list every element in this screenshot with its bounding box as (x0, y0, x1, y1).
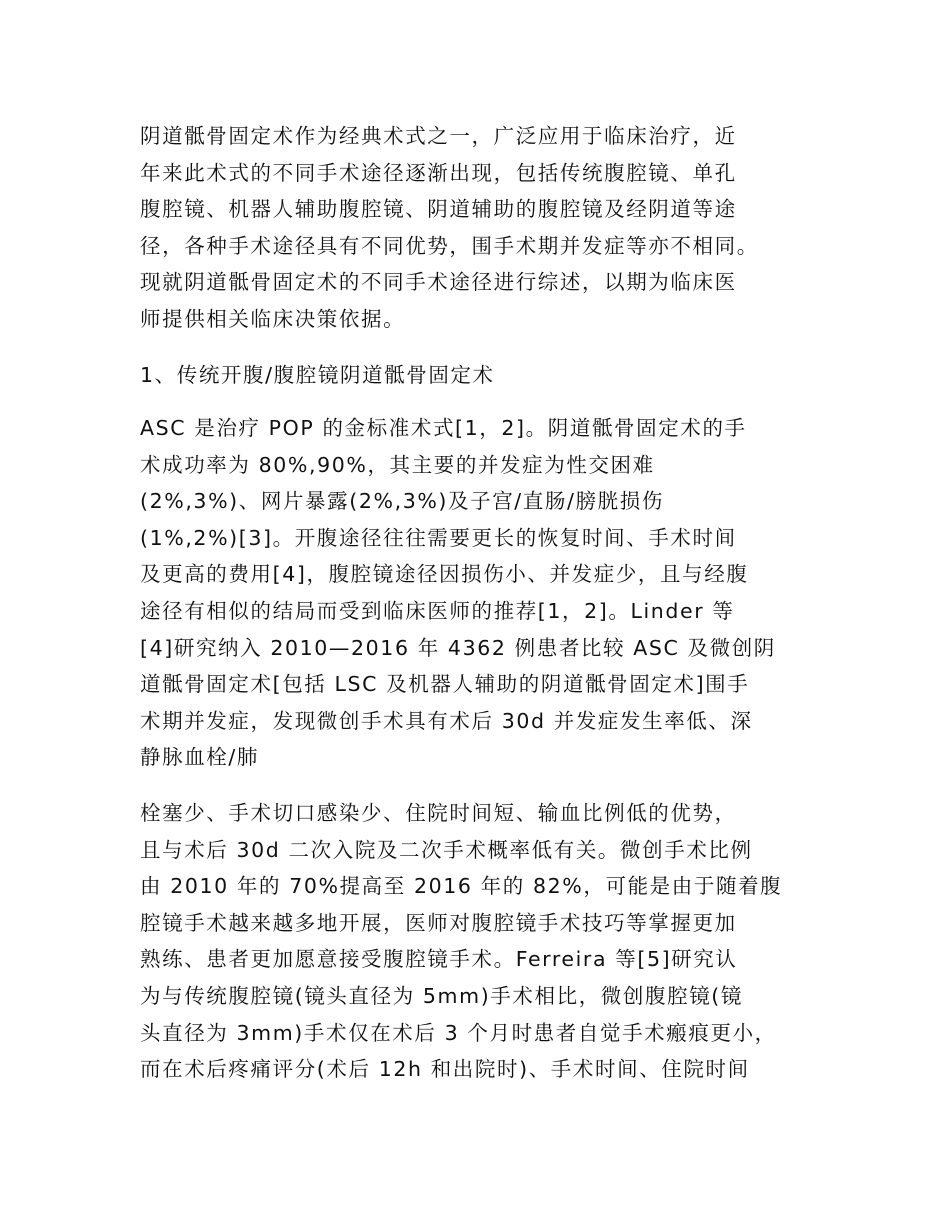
paragraph-intro (140, 118, 830, 338)
text-line: 阴道骶骨固定术作为经典术式之一，广泛应用于临床治疗，近 (140, 124, 737, 148)
text-line: 及更高的费用[4]，腹腔镜途径因损伤小、并发症少，且与经腹 (140, 562, 749, 587)
text-line: 术成功率为 80%,90%，其主要的并发症为性交困难 (140, 452, 655, 477)
text-line: 年来此术式的不同手术途径逐渐出现，包括传统腹腔镜、单孔 (140, 160, 737, 185)
text-line: 术期并发症，发现微创手术具有术后 30d 并发症发生率低、深 (140, 708, 753, 733)
text-line: 且与术后 30d 二次入院及二次手术概率低有关。微创手术比例 (140, 837, 753, 862)
text-line: (1%,2%)[3]。开腹途径往往需要更长的恢复时间、手术时间 (140, 525, 737, 550)
paragraph-asc (140, 410, 830, 776)
text-line: 由 2010 年的 70%提高至 2016 年的 82%，可能是由于随着腹 (140, 874, 783, 899)
text-line: 腹腔镜、机器人辅助腹腔镜、阴道辅助的腹腔镜及经阴道等途 (140, 197, 737, 222)
section-heading-text: 1、传统开腹/腹腔镜阴道骶骨固定术 (140, 363, 495, 387)
text-line: (2%,3%)、网片暴露(2%,3%)及子宫/直肠/膀胱损伤 (140, 489, 664, 514)
text-line: 道骶骨固定术[包括 LSC 及机器人辅助的阴道骶骨固定术]围手 (140, 672, 750, 697)
text-line: 为与传统腹腔镜(镜头直径为 5mm)手术相比，微创腹腔镜(镜 (140, 983, 743, 1008)
text-line: 熟练、患者更加愿意接受腹腔镜手术。Ferreira 等[5]研究认 (140, 947, 738, 972)
text-line: 径，各种手术途径具有不同优势，围手术期并发症等亦不相同。 (140, 233, 759, 258)
text-line: 腔镜手术越来越多地开展，医师对腹腔镜手术技巧等掌握更加 (140, 910, 737, 935)
section-heading (140, 357, 830, 394)
text-line: 栓塞少、手术切口感染少、住院时间短、输血比例低的优势， (140, 801, 737, 825)
text-line: 途径有相似的结局而受到临床医师的推荐[1，2]。Linder 等 (140, 598, 735, 623)
paragraph-minimally-invasive (140, 795, 830, 1088)
text-line: 师提供相关临床决策依据。 (140, 306, 406, 331)
text-line: 静脉血栓/肺 (140, 745, 260, 770)
text-line: 现就阴道骶骨固定术的不同手术途径进行综述，以期为临床医 (140, 270, 737, 295)
text-line: 而在术后疼痛评分(术后 12h 和出院时)、手术时间、住院时间 (140, 1057, 750, 1082)
text-line: 头直径为 3mm)手术仅在术后 3 个月时患者自觉手术瘢痕更小， (140, 1020, 777, 1045)
text-line: ASC 是治疗 POP 的金标准术式[1，2]。阴道骶骨固定术的手 (140, 416, 747, 440)
text-line: [4]研究纳入 2010—2016 年 4362 例患者比较 ASC 及微创阴 (140, 635, 776, 660)
